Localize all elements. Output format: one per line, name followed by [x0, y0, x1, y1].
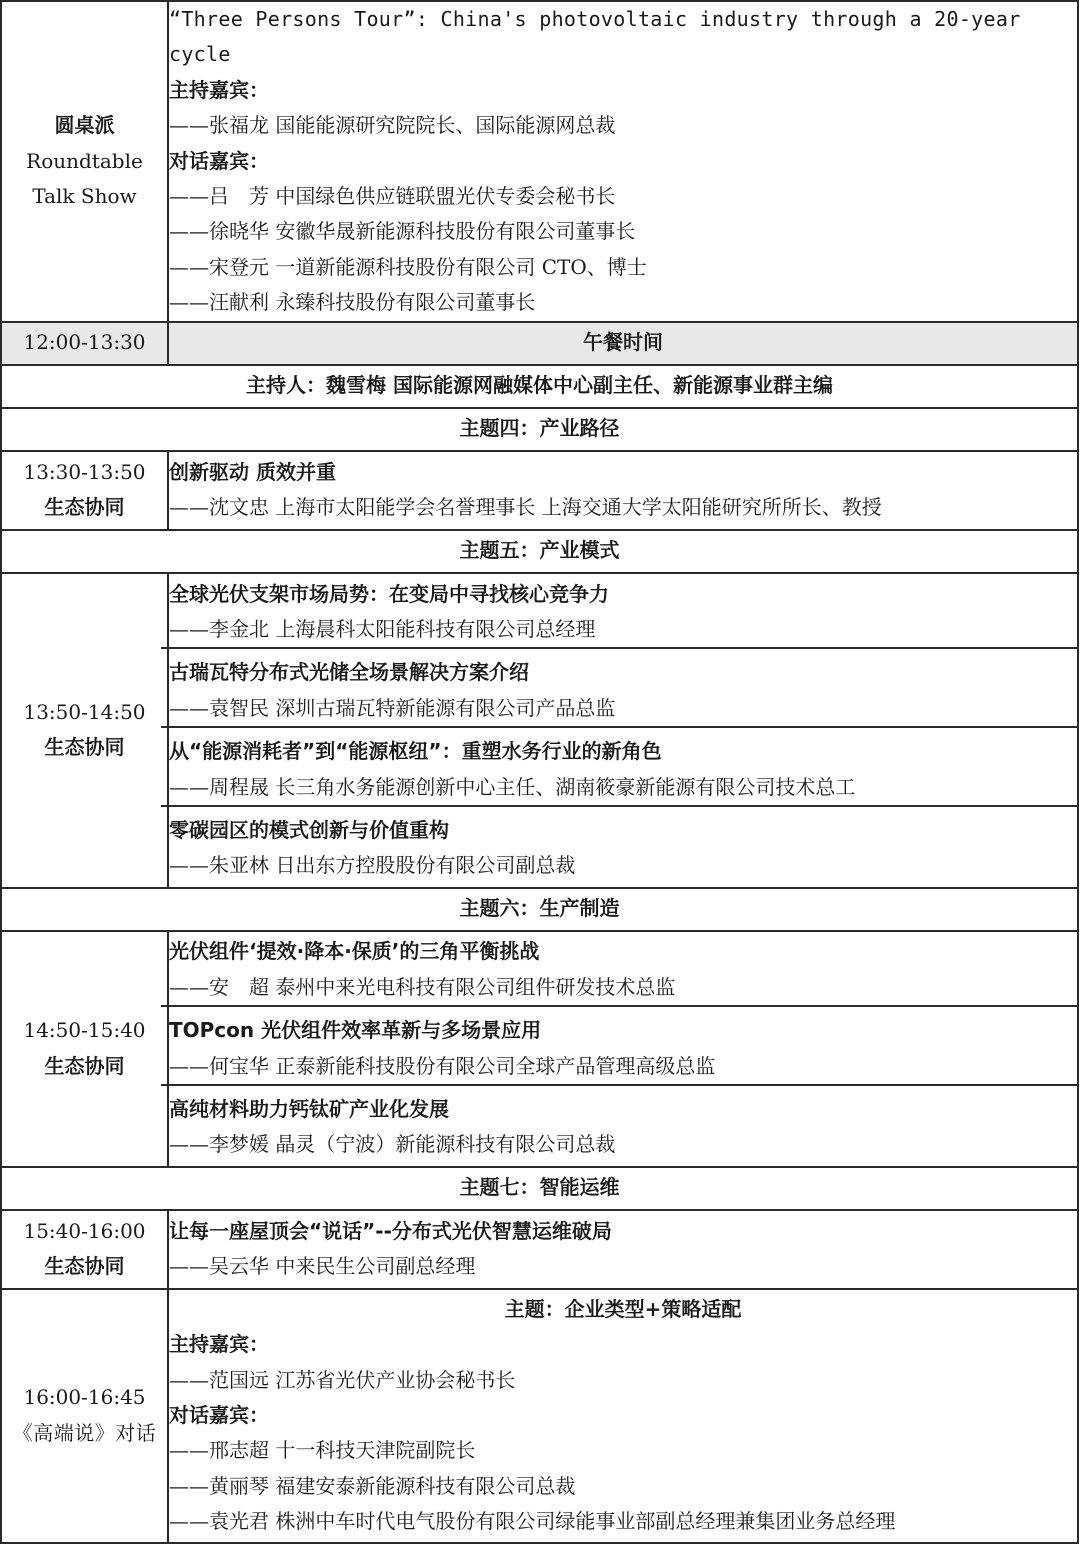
theme4-time-cell — [1, 451, 168, 530]
roundtable-content — [168, 1, 1078, 322]
highend-host-label: 主持嘉宾： — [169, 1332, 269, 1357]
talk-speaker: ——李金北 上海晨科太阳能科技有限公司总经理 — [169, 616, 596, 641]
talk-block — [161, 1005, 1077, 1084]
talk-speaker: ——吴云华 中来民生公司副总经理 — [169, 1254, 476, 1279]
talk-speaker: ——李梦媛 晶灵（宁波）新能源科技有限公司总裁 — [169, 1132, 616, 1157]
theme4-tag: 生态协同 — [44, 495, 125, 520]
highend-guest: ——黄丽琴 福建安泰新能源科技有限公司总裁 — [169, 1473, 576, 1498]
theme7-tag: 生态协同 — [44, 1254, 125, 1279]
theme7-row — [1, 1210, 1078, 1289]
theme6-content — [168, 931, 1078, 1167]
talk-block — [169, 934, 1077, 1005]
theme4-header: 主题四：产业路径 — [1, 408, 1078, 451]
roundtable-guest: ——徐晓华 安徽华晟新能源科技股份有限公司董事长 — [169, 219, 636, 244]
highend-tag: 《高端说》对话 — [12, 1420, 157, 1445]
talk-speaker: ——袁智民 深圳古瑞瓦特新能源有限公司产品总监 — [169, 695, 616, 720]
theme6-time-cell — [1, 931, 168, 1167]
theme6-tag: 生态协同 — [44, 1053, 125, 1078]
roundtable-title: “Three Persons Tour”: China's photovoltaic industry through a 20-year cycle — [169, 7, 1021, 67]
talk-title: 零碳园区的模式创新与价值重构 — [169, 817, 449, 842]
roundtable-label-cell — [1, 1, 168, 322]
roundtable-host-label: 主持嘉宾： — [169, 77, 269, 102]
theme5-time-cell — [1, 573, 168, 888]
theme5-header-row — [1, 530, 1078, 573]
theme6-row — [1, 931, 1078, 1167]
theme4-row — [1, 451, 1078, 530]
moderator-row — [1, 365, 1078, 408]
talk-speaker: ——周程晟 长三角水务能源创新中心主任、湖南筱豪新能源有限公司技术总工 — [169, 774, 856, 799]
lunch-time: 12:00-13:30 — [1, 322, 168, 365]
roundtable-guests-label: 对话嘉宾： — [169, 148, 269, 173]
theme7-content — [168, 1210, 1078, 1289]
talk-title: 让每一座屋顶会“说话”--分布式光伏智慧运维破局 — [169, 1218, 612, 1243]
highend-host: ——范国远 江苏省光伏产业协会秘书长 — [169, 1367, 516, 1392]
talk-title: TOPcon 光伏组件效率革新与多场景应用 — [169, 1018, 542, 1043]
talk-title: 全球光伏支架市场局势：在变局中寻找核心竞争力 — [169, 581, 609, 606]
theme5-time: 13:50-14:50 — [23, 699, 146, 724]
theme4-time: 13:30-13:50 — [23, 459, 146, 484]
highend-guests-label: 对话嘉宾： — [169, 1402, 269, 1427]
roundtable-guest: ——吕 芳 中国绿色供应链联盟光伏专委会秘书长 — [169, 184, 616, 209]
highend-content — [168, 1289, 1078, 1543]
roundtable-guest: ——汪献利 永臻科技股份有限公司董事长 — [169, 290, 536, 315]
roundtable-row — [1, 1, 1078, 322]
theme5-row — [1, 573, 1078, 888]
roundtable-label-en-2: Talk Show — [32, 184, 137, 209]
highend-time: 16:00-16:45 — [23, 1385, 146, 1410]
talk-block — [161, 805, 1077, 884]
talk-title: 古瑞瓦特分布式光储全场景解决方案介绍 — [169, 660, 529, 685]
theme7-time-cell — [1, 1210, 168, 1289]
theme7-header: 主题七：智能运维 — [1, 1167, 1078, 1210]
highend-row — [1, 1289, 1078, 1543]
theme6-header-row — [1, 888, 1078, 931]
highend-guest: ——邢志超 十一科技天津院副院长 — [169, 1438, 476, 1463]
theme5-tag: 生态协同 — [44, 735, 125, 760]
talk-title: 从“能源消耗者”到“能源枢纽”：重塑水务行业的新角色 — [169, 739, 662, 764]
talk-block — [161, 647, 1077, 726]
theme7-header-row — [1, 1167, 1078, 1210]
talk-speaker: ——安 超 泰州中来光电科技有限公司组件研发技术总监 — [169, 974, 676, 999]
theme4-header-row — [1, 408, 1078, 451]
talk-title: 创新驱动 质效并重 — [169, 459, 336, 484]
theme6-header: 主题六：生产制造 — [1, 888, 1078, 931]
theme4-content — [168, 451, 1078, 530]
moderator-line: 主持人：魏雪梅 国际能源网融媒体中心副主任、新能源事业群主编 — [1, 365, 1078, 408]
lunch-row — [1, 322, 1078, 365]
roundtable-label-cn: 圆桌派 — [54, 113, 115, 138]
highend-guest: ——袁光君 株洲中车时代电气股份有限公司绿能事业部副总经理兼集团业务总经理 — [169, 1509, 896, 1534]
roundtable-label-en-1: Roundtable — [26, 148, 143, 173]
roundtable-host: ——张福龙 国能能源研究院院长、国际能源网总裁 — [169, 113, 616, 138]
talk-title: 光伏组件‘提效·降本·保质’的三角平衡挑战 — [169, 939, 540, 964]
theme5-content — [168, 573, 1078, 888]
talk-block — [161, 1084, 1077, 1163]
highend-time-cell — [1, 1289, 168, 1543]
talk-block — [169, 577, 1077, 648]
theme5-header: 主题五：产业模式 — [1, 530, 1078, 573]
theme6-time: 14:50-15:40 — [23, 1018, 146, 1043]
talk-speaker: ——何宝华 正泰新能科技股份有限公司全球产品管理高级总监 — [169, 1053, 716, 1078]
talk-speaker: ——朱亚林 日出东方控股股份有限公司副总裁 — [169, 853, 576, 878]
talk-block — [161, 726, 1077, 805]
talk-title: 高纯材料助力钙钛矿产业化发展 — [169, 1097, 449, 1122]
highend-topic: 主题：企业类型+策略适配 — [504, 1296, 742, 1321]
theme7-time: 15:40-16:00 — [23, 1218, 146, 1243]
lunch-label: 午餐时间 — [168, 322, 1078, 365]
talk-speaker: ——沈文忠 上海市太阳能学会名誉理事长 上海交通大学太阳能研究所所长、教授 — [169, 495, 882, 520]
roundtable-guest: ——宋登元 一道新能源科技股份有限公司 CTO、博士 — [169, 254, 647, 279]
